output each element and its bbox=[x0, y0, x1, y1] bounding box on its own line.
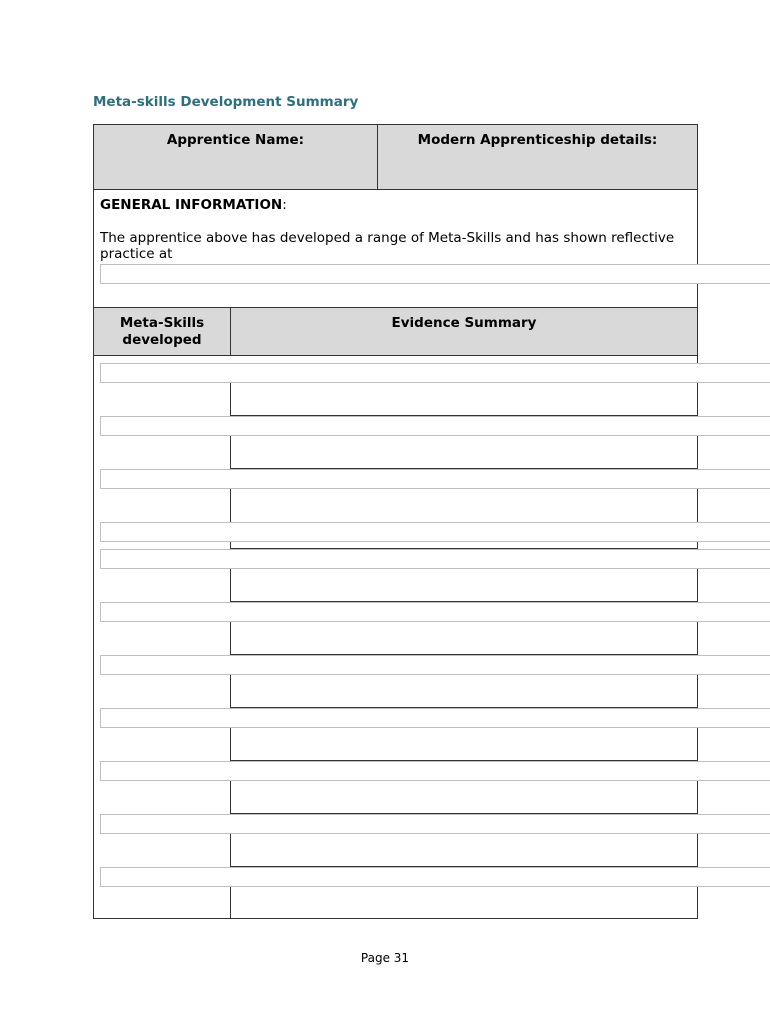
table-column-divider bbox=[230, 542, 231, 549]
document-title: Meta-skills Development Summary bbox=[93, 94, 359, 110]
general-information-heading bbox=[100, 197, 287, 213]
general-information-text: The apprentice above has developed a range of Meta-Skills and has shown reflective practice at bbox=[100, 230, 675, 262]
meta-skill-entry-field[interactable] bbox=[100, 708, 770, 728]
ma-details-label: Modern Apprenticeship details: bbox=[417, 132, 658, 148]
meta-skill-entry-field[interactable] bbox=[100, 814, 770, 834]
apprentice-name-cell bbox=[93, 124, 378, 190]
general-information-heading-colon: : bbox=[282, 197, 287, 213]
meta-skill-entry-field[interactable] bbox=[100, 867, 770, 887]
meta-skill-entry-field[interactable] bbox=[100, 469, 770, 489]
table-column-divider bbox=[230, 436, 231, 468]
col-skills-label: Meta-Skills developed bbox=[119, 315, 205, 348]
table-column-divider bbox=[230, 887, 231, 918]
meta-skill-entry-field[interactable] bbox=[100, 602, 770, 622]
meta-skill-entry-field[interactable] bbox=[100, 655, 770, 675]
meta-skill-entry-field[interactable] bbox=[100, 761, 770, 781]
meta-skill-entry-field[interactable] bbox=[100, 549, 770, 569]
col-evidence-header bbox=[230, 307, 698, 356]
reflective-practice-field[interactable] bbox=[100, 264, 770, 284]
col-evidence-label: Evidence Summary bbox=[391, 315, 537, 331]
ma-details-cell bbox=[377, 124, 698, 190]
table-column-divider bbox=[230, 569, 231, 601]
general-information-heading-text: GENERAL INFORMATION bbox=[100, 197, 283, 213]
table-column-divider bbox=[230, 622, 231, 654]
apprentice-name-label: Apprentice Name: bbox=[166, 132, 305, 148]
table-column-divider bbox=[230, 383, 231, 415]
table-column-divider bbox=[230, 834, 231, 866]
skills-table-body bbox=[93, 355, 698, 919]
table-column-divider bbox=[230, 675, 231, 707]
page-number: Page 31 bbox=[360, 951, 410, 965]
table-column-divider bbox=[230, 781, 231, 813]
meta-skill-entry-field[interactable] bbox=[100, 522, 770, 542]
col-skills-header bbox=[93, 307, 231, 356]
meta-skill-entry-field[interactable] bbox=[100, 416, 770, 436]
meta-skill-entry-field[interactable] bbox=[100, 363, 770, 383]
table-column-divider bbox=[230, 728, 231, 760]
